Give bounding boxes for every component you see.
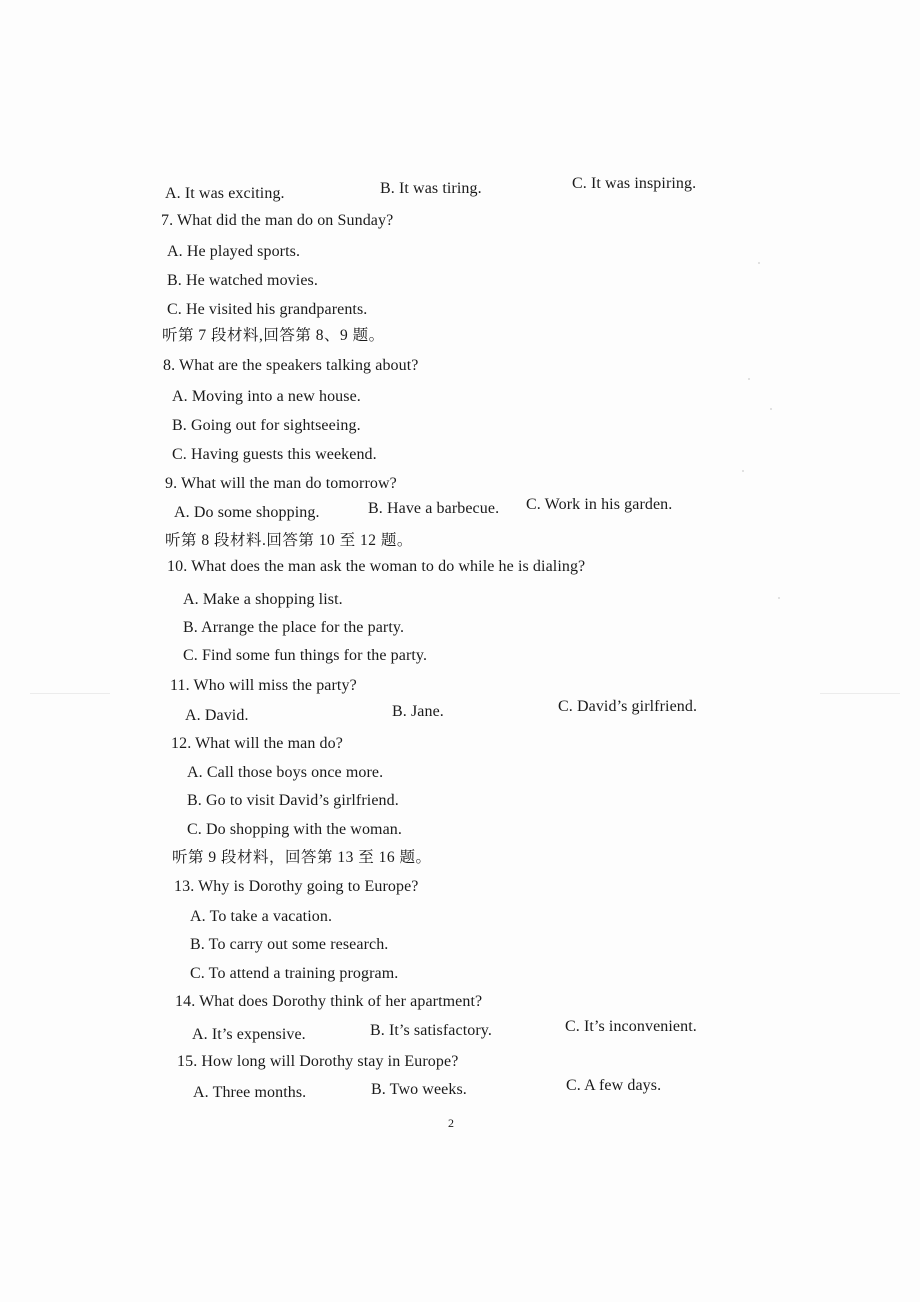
q13-option-a: A. To take a vacation. bbox=[190, 908, 333, 925]
scan-speck bbox=[748, 378, 750, 380]
q7-option-b: B. He watched movies. bbox=[167, 272, 318, 289]
q10-option-c: C. Find some fun things for the party. bbox=[183, 647, 428, 664]
q11-option-b: B. Jane. bbox=[392, 703, 444, 720]
q8-option-a: A. Moving into a new house. bbox=[172, 388, 361, 405]
q15-option-b: B. Two weeks. bbox=[371, 1081, 467, 1098]
question-13: 13. Why is Dorothy going to Europe? bbox=[174, 878, 419, 895]
question-9: 9. What will the man do tomorrow? bbox=[165, 475, 397, 492]
scan-artifact-line bbox=[820, 693, 900, 694]
q12-option-b: B. Go to visit David’s girlfriend. bbox=[187, 792, 399, 809]
q6-option-c: C. It was inspiring. bbox=[572, 175, 697, 192]
q10-option-a: A. Make a shopping list. bbox=[183, 591, 343, 608]
q8-option-b: B. Going out for sightseeing. bbox=[172, 417, 361, 434]
question-12: 12. What will the man do? bbox=[171, 735, 343, 752]
q14-option-a: A. It’s expensive. bbox=[192, 1026, 306, 1043]
q6-option-b: B. It was tiring. bbox=[380, 180, 482, 197]
q7-option-a: A. He played sports. bbox=[167, 243, 301, 260]
question-11: 11. Who will miss the party? bbox=[170, 677, 357, 694]
q9-option-a: A. Do some shopping. bbox=[174, 504, 320, 521]
q14-option-c: C. It’s inconvenient. bbox=[565, 1018, 697, 1035]
q6-option-a: A. It was exciting. bbox=[165, 185, 285, 202]
question-14: 14. What does Dorothy think of her apartment? bbox=[175, 993, 483, 1010]
scan-speck bbox=[778, 597, 780, 599]
q7-option-c: C. He visited his grandparents. bbox=[167, 301, 368, 318]
q15-option-c: C. A few days. bbox=[566, 1077, 662, 1094]
page-number: 2 bbox=[448, 1116, 454, 1130]
q14-option-b: B. It’s satisfactory. bbox=[370, 1022, 492, 1039]
section-8-heading: 听第 8 段材料.回答第 10 至 12 题。 bbox=[165, 532, 413, 549]
q9-option-b: B. Have a barbecue. bbox=[368, 500, 500, 517]
scan-speck bbox=[770, 408, 772, 410]
scan-speck bbox=[758, 262, 760, 264]
q15-option-a: A. Three months. bbox=[193, 1084, 307, 1101]
q13-option-c: C. To attend a training program. bbox=[190, 965, 399, 982]
question-7: 7. What did the man do on Sunday? bbox=[161, 212, 394, 229]
q12-option-a: A. Call those boys once more. bbox=[187, 764, 384, 781]
question-10: 10. What does the man ask the woman to do while he is dialing? bbox=[167, 558, 586, 575]
section-7-heading: 听第 7 段材料,回答第 8、9 题。 bbox=[162, 327, 385, 344]
q12-option-c: C. Do shopping with the woman. bbox=[187, 821, 402, 838]
q8-option-c: C. Having guests this weekend. bbox=[172, 446, 377, 463]
section-9-heading: 听第 9 段材料，回答第 13 至 16 题。 bbox=[172, 849, 432, 866]
q11-option-c: C. David’s girlfriend. bbox=[558, 698, 698, 715]
question-8: 8. What are the speakers talking about? bbox=[163, 357, 419, 374]
scan-artifact-line bbox=[30, 693, 110, 694]
q13-option-b: B. To carry out some research. bbox=[190, 936, 389, 953]
q10-option-b: B. Arrange the place for the party. bbox=[183, 619, 405, 636]
q9-option-c: C. Work in his garden. bbox=[526, 496, 673, 513]
q11-option-a: A. David. bbox=[185, 707, 249, 724]
question-15: 15. How long will Dorothy stay in Europe? bbox=[177, 1053, 459, 1070]
scan-speck bbox=[742, 470, 744, 472]
